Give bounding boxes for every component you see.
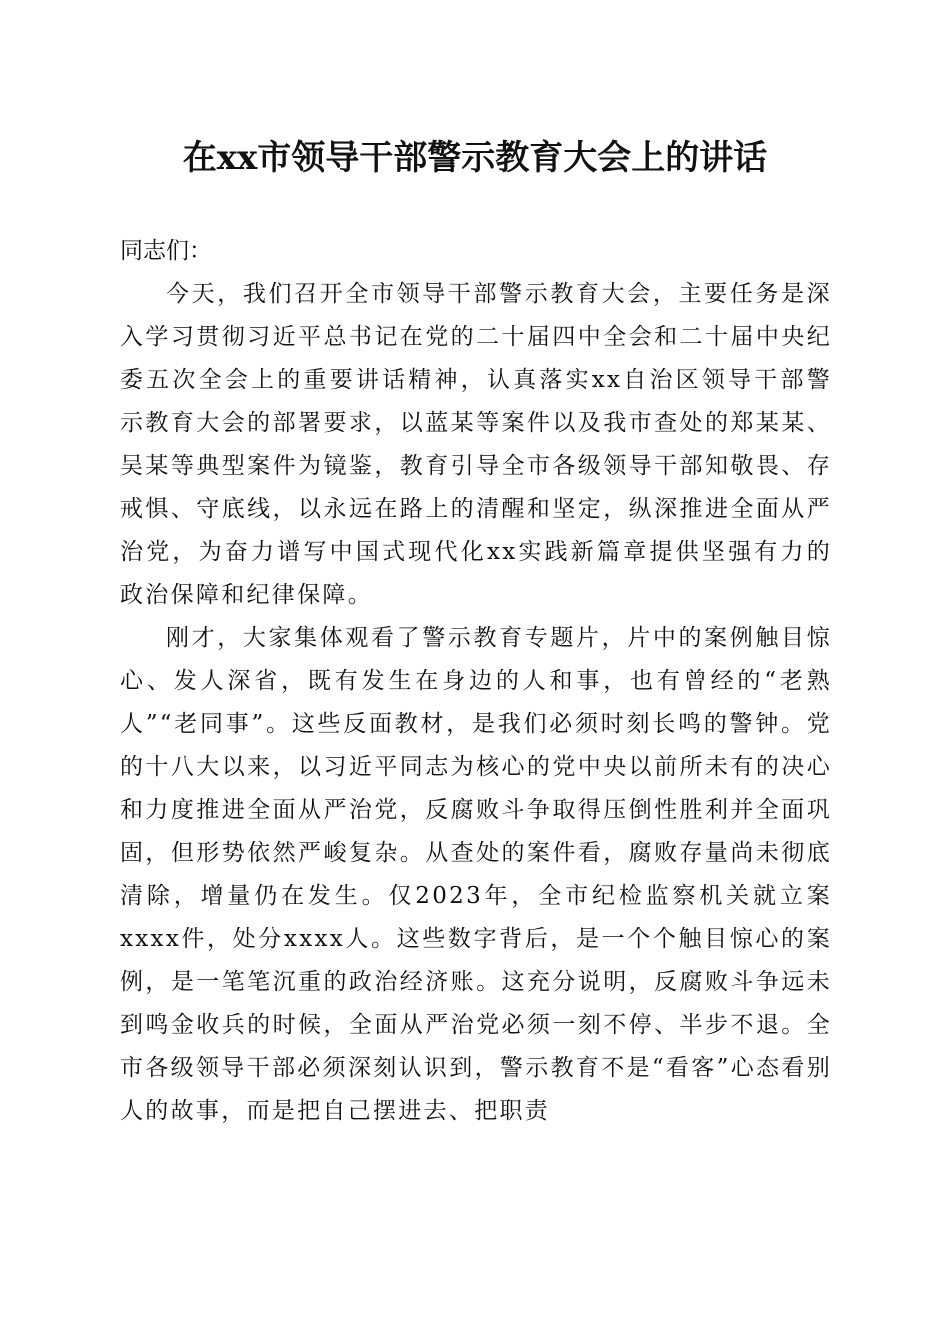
paragraph-2: 刚才，大家集体观看了警示教育专题片，片中的案例触目惊心、发人深省，既有发生在身边的人和事，也有曾经的“老熟人”“老同事”。这些反面教材，是我们必须时刻长鸣的警钟。党的十八大以来，以习近平同志为核心的党中央以前所未有的决心和力度推进全面从严治党，反腐败斗争取得压倒性胜利并全面巩固，但形势依然严峻复杂。从查处的案件看，腐败存量尚未彻底清除，增量仍在发生。仅2023年，全市纪检监察机关就立案xxxx件，处分xxxx人。这些数字背后，是一个个触目惊心的案例，是一笔笔沉重的政治经济账。这充分说明，反腐败斗争远未到鸣金收兵的时候，全面从严治党必须一刻不停、半步不退。全市各级领导干部必须深刻认识到，警示教育不是“看客”心态看别人的故事，而是把自己摆进去、把职责 [120,625,832,1124]
document-body [120,230,832,1133]
salutation: 同志们： [120,238,212,264]
document-title: 在xx市领导干部警示教育大会上的讲话 [182,138,768,178]
paragraph-1: 今天，我们召开全市领导干部警示教育大会，主要任务是深入学习贯彻习近平总书记在党的二十届四中全会和二十届中央纪委五次全会上的重要讲话精神，认真落实xx自治区领导干部警示教育大会的部署要求，以蓝某等案件以及我市查处的郑某某、吴某等典型案件为镜鉴，教育引导全市各级领导干部知敬畏、存戒惧、守底线，以永远在路上的清醒和坚定，纵深推进全面从严治党，为奋力谱写中国式现代化xx实践新篇章提供坚强有力的政治保障和纪律保障。 [120,281,832,608]
